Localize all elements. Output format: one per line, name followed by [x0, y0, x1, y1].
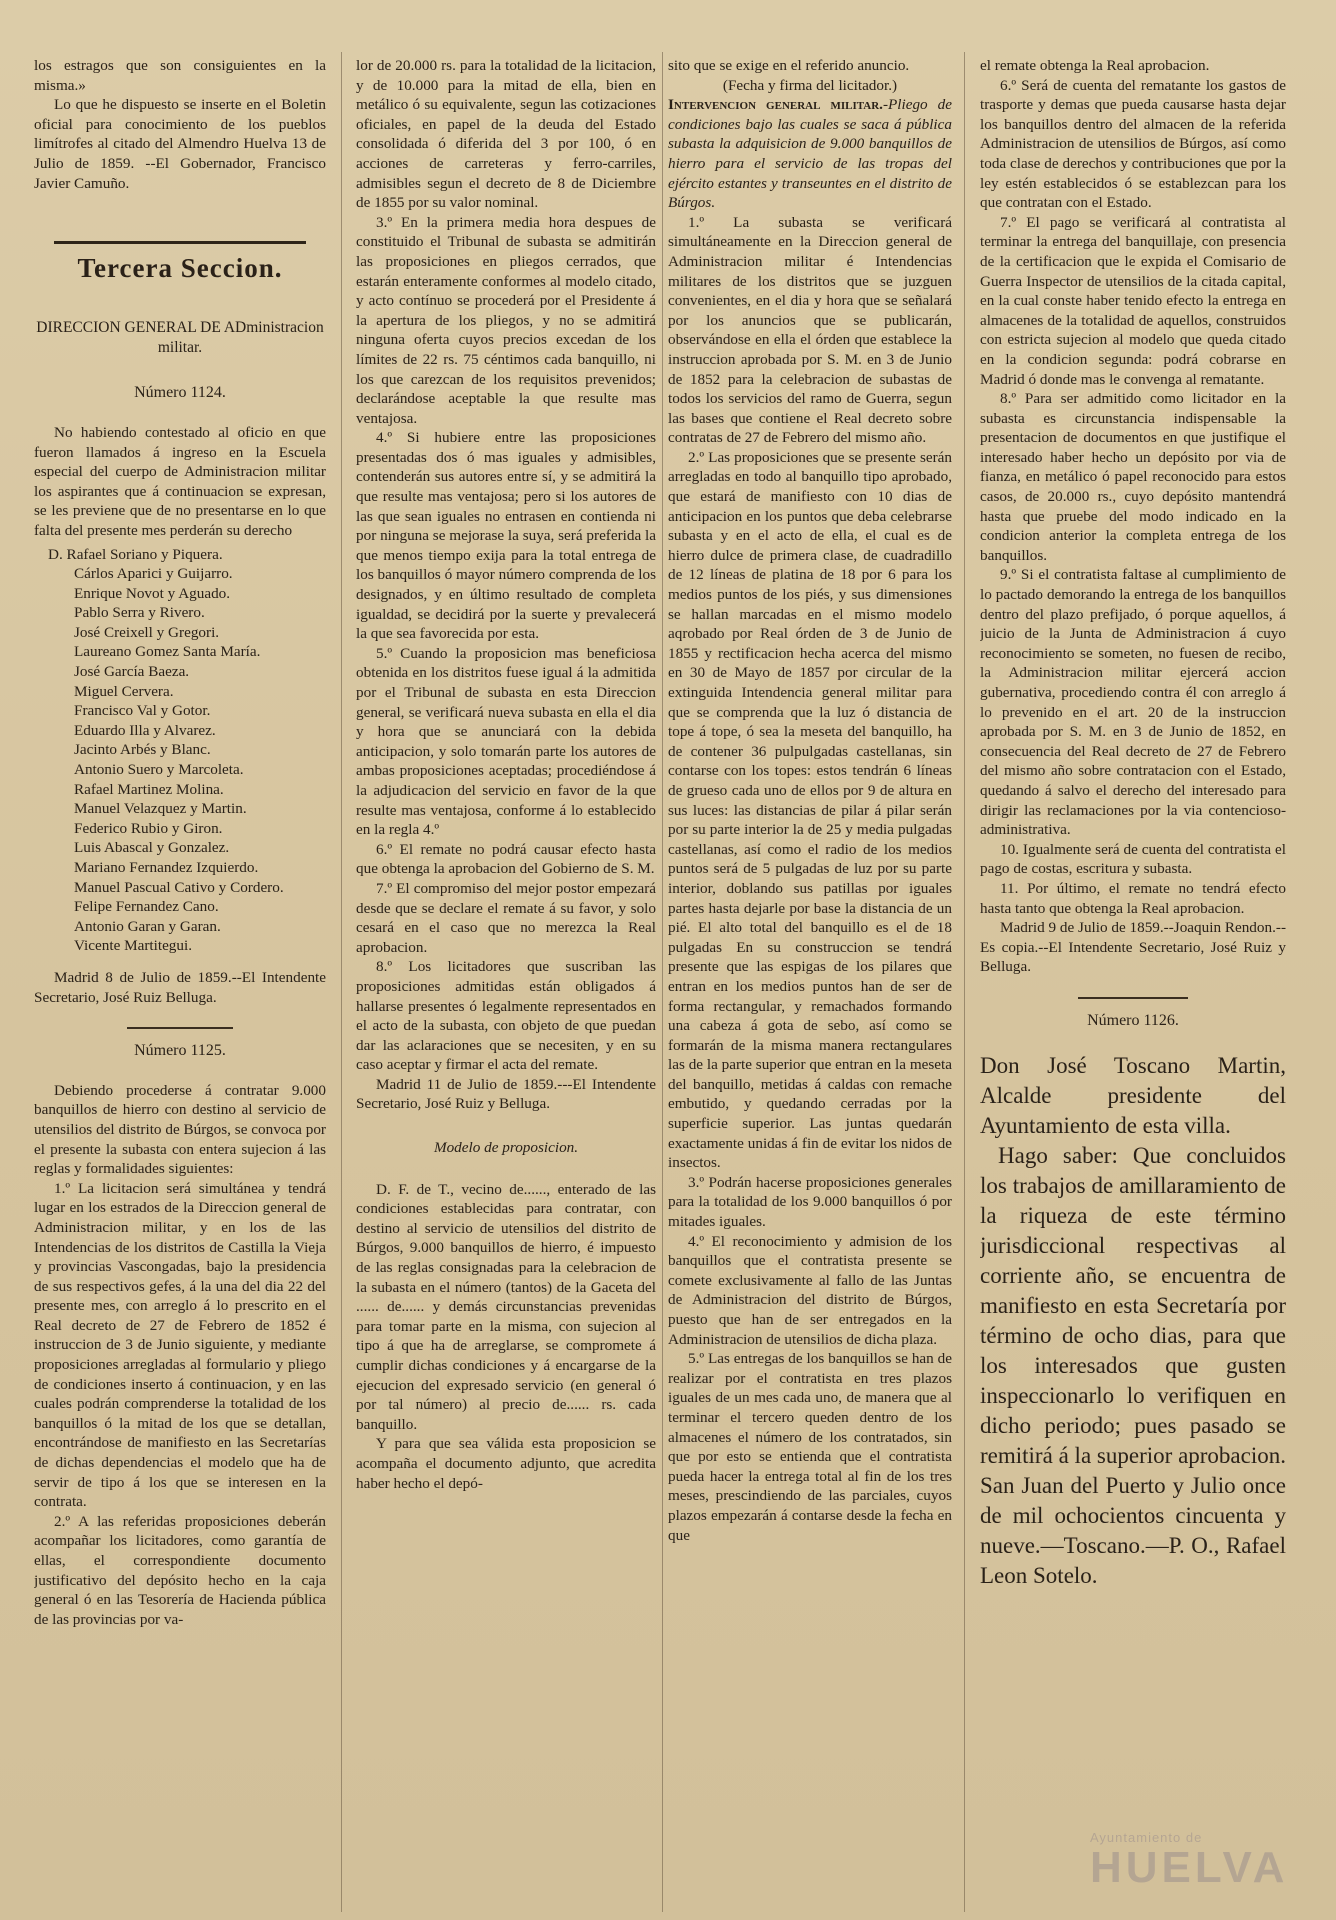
- paragraph: Lo que he dispuesto se inserte en el Boletin oficial para conocimiento de los pueblos limítrofes al citado del Almendro Huelva 13 de Julio de 1859. --El Gobernador, Francisco Javier Camuño.: [34, 96, 326, 192]
- column-1: [34, 56, 326, 1916]
- archive-watermark: [1090, 1830, 1300, 1894]
- list-item: Jacinto Arbés y Blanc.: [74, 741, 211, 759]
- paragraph: el remate obtenga la Real aprobacion.: [980, 57, 1210, 74]
- intervention-label: Intervencion general militar.: [668, 96, 883, 114]
- signature: Madrid 9 de Julio de 1859.--Joaquin Rendon.--Es copia.--El Intendente Secretario, José Ruiz y Belluga.: [980, 919, 1286, 976]
- list-item: Antonio Suero y Marcoleta.: [74, 761, 244, 779]
- paragraph: 7.º El compromiso del mejor postor empezará desde que se declare el remate á su favor, y solo cesará en el caso que no merezca la Real aprobacion.: [356, 879, 656, 956]
- paragraph: D. F. de T., vecino de......, enterado de las condiciones establecidas para contratar, con destino al servicio de utensilios del distrito de Búrgos, 9.000 banquillos de hierro, é impuesto de las reglas consignadas para la celebracion de la subasta en el número (tantos) de la Gaceta del ...... de...... y demás circunstancias prevenidas para tomar parte en la misma, con sujecion al tipo á que ha de arreglarse, se compromete á cumplir dichas condiciones y á encargarse de la ejecucion del expresado servicio (en general ó por tal número) al precio de...... rs. cada banquillo.: [356, 1180, 656, 1433]
- paragraph: 2.º A las referidas proposiciones deberán acompañar los licitadores, como garantía de ellas, el correspondiente documento justificativo del depósito hecho en la caja general ó en las Tesorería de Hacienda pública de las provincias por va-: [34, 1512, 326, 1628]
- list-item: Miguel Cervera.: [74, 682, 174, 700]
- paragraph: 11. Por último, el remate no tendrá efecto hasta tanto que obtenga la Real aprobacion.: [980, 879, 1286, 917]
- paragraph: 1.º La subasta se verificará simultáneamente en la Direccion general de Administracion militar é Intendencias militares de los distritos que se juzguen convenientes, en el dia y hora que se señalará por los anuncios que se publicarán, observándose en ella el órden que establece la instruccion aprobada por S. M. en 3 de Junio de 1852 para la celebracion de subastas de todos los servicios del ramo de Guerra, segun las bases que contiene el Real decreto sobre contratas de 27 de Febrero del mismo año.: [668, 213, 952, 447]
- names-list: [34, 545, 326, 956]
- section-title: Tercera Seccion.: [77, 253, 283, 284]
- list-item: Vicente Martitegui.: [74, 937, 193, 955]
- paragraph-heading: [668, 95, 952, 213]
- paragraph: sito que se exige en el referido anuncio.: [668, 57, 910, 74]
- paragraph: 7.º El pago se verificará al contratista al terminar la entrega del banquillaje, con presencia de la certificacion que le expida el Comisario de Guerra Inspector de utensilios de la citada capital, en la cual conste haber tenido efecto la entrega en almacenes de la totalidad de aquellos, construidos con estricta sujecion al modelo que queda citado en la condicion segunda: podrá cobrarse en Madrid ó donde mas le convenga al rematante.: [980, 213, 1286, 388]
- mayor-heading: Don José Toscano Martin, Alcalde presidente del Ayuntamiento de esta villa.: [980, 1052, 1286, 1138]
- watermark-line-2: HUELVA: [1090, 1843, 1289, 1892]
- paragraph: 6.º Será de cuenta del rematante los gastos de trasporte y demas que pueda causarse hasta dejar los banquillos dentro del almacen de la referida Administracion de utensilios de Búrgos, así como toda clase de derechos y contribuciones que por la ley estén establecidos ó se establezcan para los que contratan con el Estado.: [980, 76, 1286, 212]
- watermark-line-1: Ayuntamiento de: [1090, 1830, 1203, 1845]
- list-item: Mariano Fernandez Izquierdo.: [74, 859, 259, 876]
- paragraph: 4.º Si hubiere entre las proposiciones presentadas dos ó mas iguales y admisibles, contenderán sus autores entre sí, y se admitirá la que resulte mas ventajosa; pero si los autores de las que sean iguales no entrasen en contienda ni por ninguna se mejorase la suya, será preferida la que menos tiempo exija para la total entrega de los banquillos ó mayor número comprenda de los designados, y en último resultado de completa igualdad, se decidirá por la suerte y prevalecerá la que sea favorecida por esta.: [356, 429, 656, 643]
- list-item: Manuel Velazquez y Martin.: [74, 800, 247, 818]
- list-item: Rafael Martinez Molina.: [74, 780, 224, 798]
- list-item: Felipe Fernandez Cano.: [74, 898, 219, 916]
- paragraph: Y para que sea válida esta proposicion se acompaña el documento adjunto, que acredita haber hecho el depó-: [356, 1435, 656, 1492]
- section-rule: [54, 241, 305, 244]
- paragraph: los estragos que son consiguientes en la misma.»: [34, 57, 326, 94]
- column-4: [980, 56, 1286, 1916]
- paragraph: 3.º Podrán hacerse proposiciones generales para la totalidad de los 9.000 banquillos ó por mitades iguales.: [668, 1173, 952, 1231]
- paragraph: Debiendo procederse á contratar 9.000 banquillos de hierro con destino al servicio de utensilios del distrito de Búrgos, se convoca por el presente la subasta con entera sujecion á las reglas y formalidades siguientes:: [34, 1081, 326, 1178]
- list-item: D. Rafael Soriano y Piquera.: [48, 545, 223, 563]
- notice-number: Número 1126.: [1087, 1011, 1179, 1029]
- list-item: Federico Rubio y Giron.: [74, 819, 223, 837]
- list-item: Manuel Pascual Cativo y Cordero.: [74, 878, 284, 896]
- column-2: [356, 56, 656, 1916]
- paragraph: 8.º Para ser admitido como licitador en la subasta es circunstancia indispensable la presentacion de documentos en que justifique el interesado haber hecho un depósito por via de fianza, en metálico ó papel reconocido para estos casos, de 20.000 rs., cuyo depósito mantendrá hasta que pruebe del modo indicado en la condicion anterior la completa entrega de los banquillos.: [980, 390, 1286, 564]
- paragraph: 8.º Los licitadores que suscriban las proposiciones admitidas están obligados á hallarse presentes ó legalmente representados en el acto de la subasta, con objeto de que puedan dar las aclaraciones que se necesiten, y en su caso aceptar y firmar el acta del remate.: [356, 958, 656, 1074]
- list-item: Eduardo Illa y Alvarez.: [74, 721, 216, 739]
- paragraph: 3.º En la primera media hora despues de constituido el Tribunal de subasta se admitirán las proposiciones en pliegos cerrados, que estarán enteramente conformes al modelo citado, y acto contínuo se procederá por el Presidente á la apertura de los pliegos, y no se admitirá ninguna oferta cuyos precios excedan de los límites de 22 rs. 75 céntimos cada banquillo, ni los que carezcan de los requisitos prevenidos; declarándose aceptable la que resulte mas ventajosa.: [356, 213, 656, 427]
- list-item: Cárlos Aparici y Guijarro.: [74, 565, 233, 583]
- paragraph: 1.º La licitacion será simultánea y tendrá lugar en los estrados de la Direccion general de Administracion militar, y en los de las Intendencias de los distritos de Castilla la Vieja y provincias Vascongadas, bajo la presidencia de sus respectivos gefes, á la una del dia 22 del presente mes, con arreglo á lo prescrito en el Real decreto de 27 de Febrero de 1852 é instruccion de 3 de Junio siguiente, y mediante proposiciones arregladas al formulario y pliego de condiciones inserto á continuacion, y en las cuales podrán comprenderse la totalidad de los banquillos ó la mitad de los que se detallan, encontrándose de manifiesto en las Secretarías de dichas dependencias el modelo que ha de servir de tipo á los que se interesen en la contrata.: [34, 1179, 326, 1511]
- model-title: Modelo de proposicion.: [433, 1139, 579, 1157]
- paragraph: 10. Igualmente será de cuenta del contratista el pago de costas, escritura y subasta.: [980, 840, 1286, 878]
- divider: [1078, 997, 1188, 999]
- paragraph: 5.º Las entregas de los banquillos se han de realizar por el contratista en tres plazos iguales de un mes cada uno, de manera que al terminar el tercero queden dentro de los almacenes el número de los contratados, sin que por esto se entienda que el contratista pueda hacer la entrega total al fin de los tres meses, prescindiendo de las parciales, cuyos plazos empezarán á contarse desde la fecha en que: [668, 1350, 952, 1544]
- conditions-title: -Pliego de condiciones bajo las cuales se saca á pública subasta la adquisicion de 9.000 banquillos de hierro para el servicio de las tropas del ejército estantes y transeuntes en el distrito de Búrgos.: [668, 96, 952, 212]
- column-divider: [964, 52, 965, 1912]
- list-item: Pablo Serra y Rivero.: [74, 604, 205, 622]
- department-heading: DIRECCION GENERAL DE ADministracion militar.: [36, 319, 324, 356]
- column-divider: [662, 52, 663, 1912]
- list-item: Antonio Garan y Garan.: [74, 917, 221, 935]
- column-divider: [341, 52, 342, 1912]
- notice-number: Número 1125.: [134, 1042, 226, 1060]
- column-3: [668, 56, 952, 1916]
- list-item: José García Baeza.: [74, 663, 190, 681]
- paragraph: 2.º Las proposiciones que se presente serán arregladas en todo al banquillo tipo aprobado, que estará de manifiesto con 10 dias de anticipacion en los puntos que deba celebrarse subasta y en el acto de ella, el cual es de hierro dulce de primera clase, de cuadradillo de 12 líneas de platina de 18 por 6 para los medios puntos de los piés, y sus dimensiones se hallan marcadas en el mismo modelo aqrobado por Real órden de 3 de Junio de 1855 y rectificacion hecha acerca del mismo en 30 de Mayo de 1857 por circular de la extinguida Intendencia general militar para que se comprenda que la luz ó distancia de tope á tope, ó sea la meseta del banquillo, ha de contener 36 pulpulgadas castellanas, sin contarse con los topes: estos tendrán 6 líneas de grueso cada uno de ellos por 9 de altura en sus luces: las distancias de pilar á pilar serán por su parte interior la de 25 y media pulgadas castellanas, así como el radio de los medios puntos será de 5 pulgadas de luz por su parte interior, doblando sus patillas por iguales partes hasta dejarle por base la distancia de un pié. El alto total del banquillo es el de 18 pulgadas En su construccion se tendrá presente que las espigas de los pilares que entran en los medios puntos han de ser de forma rectangular, y remachados formando una cabeza á gota de sebo, así como se formarán de la misma manera rectangulares las de la parte superior que entran en la meseta del banquillo, metidas á caldas con remache embutido, y quedando cerradas por la superficie superior. Las juntas quedarán exactamente unidas á fin de evitar los nidos de insectos.: [668, 448, 952, 1172]
- paragraph: 4.º El reconocimiento y admision de los banquillos que el contratista presente se comete exclusivamente al fallo de las Juntas de Administracion del distrito de Búrgos, puesto que han de ser entregados en la Administracion de utensilios de dicha plaza.: [668, 1232, 952, 1348]
- paragraph: 9.º Si el contratista faltase al cumplimiento de lo pactado demorando la entrega de los banquillos dentro del plazo prefijado, ó porque aquellos, á juicio de la Junta de Administracion á cuyo reconocimiento se someten, no fuesen de recibo, la Administracion militar ejercerá accion gubernativa, procediendo contra él con arreglo á lo prevenido en el art. 20 de la instruccion aprobada por S. M. en 3 de Junio de 1852, en consecuencia del Real decreto de 27 de Febrero del mismo año sobre contratacion con el Estado, quedando á salvo el derecho del interesado para dirigir las reclamaciones por la via contencioso-administrativa.: [980, 566, 1286, 839]
- list-item: Francisco Val y Gotor.: [74, 702, 211, 720]
- notice-number: Número 1124.: [134, 384, 226, 402]
- paragraph: No habiendo contestado al oficio en que fueron llamados á ingreso en la Escuela especial del cuerpo de Administracion militar los aspirantes que á continuacion se expresan, se les previene que de no presentarse en lo que falta del presente mes perderán su derecho: [34, 423, 326, 539]
- paragraph: 5.º Cuando la proposicion mas beneficiosa obtenida en los distritos fuese igual á la admitida por el Tribunal de subasta en esta Direccion general, se verificará nueva subasta en ella el dia y hora que se anunciará con la debida anticipacion, y solo tomarán parte los autores de ambas proposiciones aceptadas; procediéndose á la adjudicacion del servicio en favor de la que resulte mas ventajosa, conforme á lo establecido en la regla 4.º: [356, 644, 656, 839]
- signature: Madrid 8 de Julio de 1859.--El Intendente Secretario, José Ruiz Belluga.: [34, 968, 326, 1006]
- list-item: Laureano Gomez Santa María.: [74, 643, 261, 661]
- paragraph: 6.º El remate no podrá causar efecto hasta que obtenga la aprobacion del Gobierno de S. M.: [356, 840, 656, 878]
- date-signature-line: (Fecha y firma del licitador.): [722, 76, 898, 94]
- paragraph: lor de 20.000 rs. para la totalidad de la licitacion, y de 10.000 para la mitad de ella, bien en metálico ó su equivalente, segun las cotizaciones oficiales, en papel de la deuda del Estado consolidada ó diferida del 3 por 100, ó en acciones de carreteras y ferro-carriles, admisibles segun el decreto de 8 de Diciembre de 1855 por su valor nominal.: [356, 57, 656, 212]
- list-item: Enrique Novot y Aguado.: [74, 584, 231, 602]
- announcement: Hago saber: Que concluidos los trabajos de amillaramiento de la riqueza de este término jurisdiccional respectivas al corriente año, se encuentra de manifiesto en esta Secretaría por término de ocho dias, para que los interesados que gusten inspeccionarlo lo verifiquen en dicho periodo; pues pasado se remitirá á la superior aprobacion. San Juan del Puerto y Julio once de mil ochocientos cincuenta y nueve.—Toscano.—P. O., Rafael Leon Sotelo.: [980, 1142, 1286, 1588]
- list-item: José Creixell y Gregori.: [74, 623, 220, 641]
- list-item: Luis Abascal y Gonzalez.: [74, 839, 230, 857]
- divider: [127, 1027, 232, 1029]
- signature: Madrid 11 de Julio de 1859.---El Intendente Secretario, José Ruiz y Belluga.: [356, 1075, 656, 1113]
